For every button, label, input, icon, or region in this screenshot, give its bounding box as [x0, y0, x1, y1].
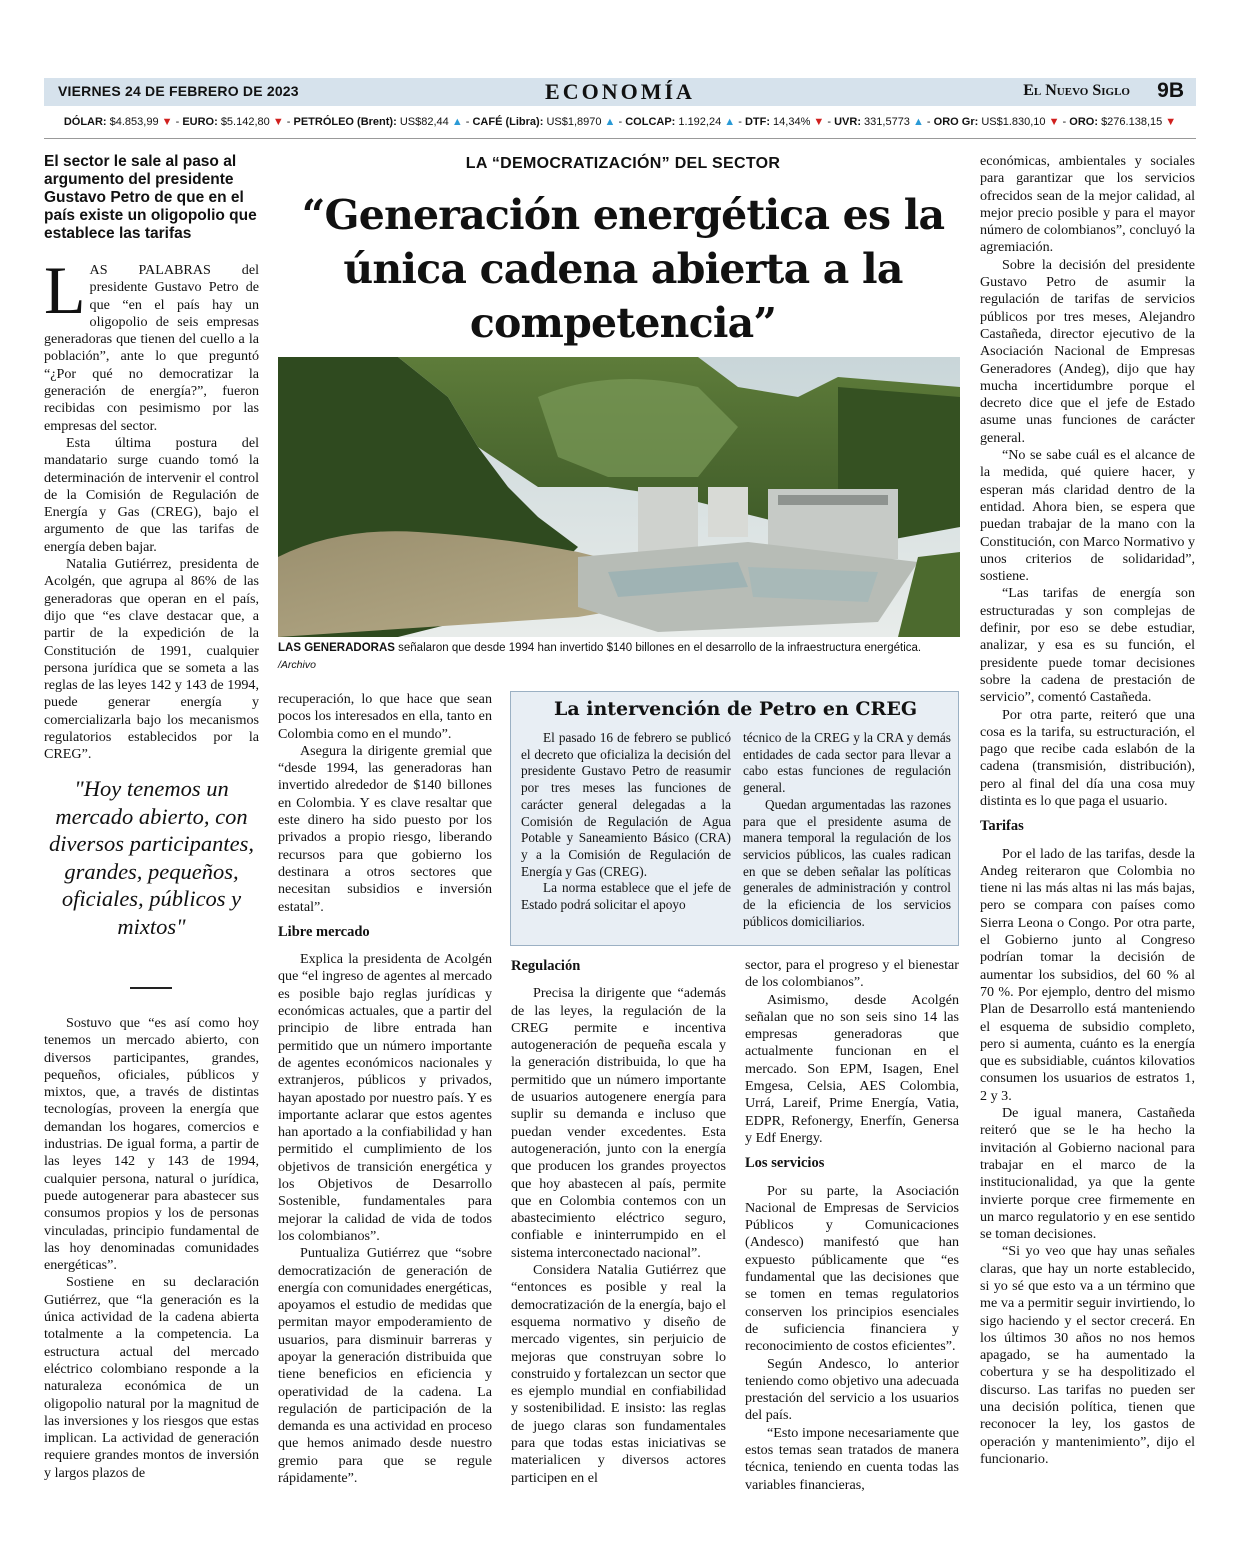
column-1-bottom	[44, 1015, 259, 1482]
paragraph: Quedan argumentadas las razones para que el presidente asuma de manera temporal la regulación de los servicios públicos, las cuales radican en que se deben señalar las políticas generales de administración y control de la eficiencia de los servicios públicos domiciliarios.	[743, 796, 951, 929]
paragraph: Explica la presidenta de Acolgén que “el ingreso de agentes al mercado es posible bajo reglas jurídicas y económicas actuales, que a partir del principio de libre entrada han permitido que un número importante de agentes económicos nacionales y extranjeros, públicos y privados, hayan apostado por nuestro país. Y es importante aclarar que estos agentes han aportado a la confiabilidad y han permitido el cumplimiento de los objetivos de transición energética y los Objetivos de Desarrollo Sostenible, fundamentales para mejorar la calidad de vida de todos los colombianos”.	[278, 951, 492, 1244]
ticker-separator: -	[923, 116, 934, 128]
ticker-item	[1069, 116, 1176, 128]
column-5	[980, 153, 1195, 1468]
paragraph: “Las tarifas de energía son estructuradas y son complejas de definir, por eso se debe estudiar, analizar, y esa es su función, el presidente puede tomar decisiones sobre la cadena de prestación de servicio”, comentó Castañeda.	[980, 585, 1195, 706]
ticker-separator: -	[172, 116, 183, 128]
subhead-regulacion: Regulación	[511, 958, 581, 974]
down-arrow-icon: ▼	[813, 116, 825, 128]
issue-date: VIERNES 24 DE FEBRERO DE 2023	[58, 83, 299, 99]
header-divider	[44, 138, 1196, 139]
down-arrow-icon: ▼	[1048, 116, 1060, 128]
article-headline: “Generación energética es la única cadena abierta a la competencia”	[301, 191, 945, 347]
ticker-label: ORO Gr:	[933, 116, 982, 128]
paragraph: recuperación, lo que hace que sean pocos los interesados en ella, tanto en Colombia como en el mundo”.	[278, 691, 492, 742]
ticker-item	[293, 116, 472, 128]
page-number: 9B	[1157, 79, 1184, 102]
subhead-los-servicios: Los servicios	[745, 1155, 825, 1172]
ticker-label: CAFÉ (Libra):	[472, 116, 547, 128]
paragraph: El pasado 16 de febrero se publicó el decreto que oficializa la decisión del presidente Gustavo Petro de reasumir por tres meses las funciones de carácter general delegadas a la Comisión de Regulación de Agua Potable y Saneamiento Básico (CRA) y a la Comisión de Regulación de Energía y Gas (CREG).	[521, 730, 731, 879]
paragraph: Asimismo, desde Acolgén señalan que no son seis sino 14 las empresas generadoras que actualmente funcionan en el mercado. Son EPM, Isagen, Enel Emgesa, Celsia, AES Colombia, Urrá, Lareif, Prime Energía, Vatia, EDPR, Refonergy, Enerfín, Genersa y Edf Energy.	[745, 991, 959, 1146]
paragraph: económicas, ambientales y sociales para garantizar que los servicios ofrecidos sean de la mejor calidad, al mejor precio posible y para el mayor número de colombianos”, concluyó la agremiación.	[980, 153, 1195, 256]
up-arrow-icon: ▲	[724, 116, 736, 128]
paragraph: Puntualiza Gutiérrez que “sobre democratización de generación de energía con comunidades energéticas, apoyamos el estudio de medidas que permitan mayor empoderamiento de usuarios, para disminuir barreras y apoyar la generación distribuida que tiene beneficios en eficiencia y operatividad de la cadena. La regulación de participación de la demanda es una actividad en proceso que hemos animado desde nuestro gremio para que se regule rápidamente”.	[278, 1245, 492, 1487]
column-4	[745, 957, 959, 1494]
paragraph: Asegura la dirigente gremial que “desde 1994, las generadoras han invertido alrededor de $140 billones en Colombia. Y es clave resaltar que este dinero ha sido puesto por los privados a propio riesgo, liberando recursos para que gobierno los destinara a otros sectores que necesitan subsidios e inversión estatal”.	[278, 742, 492, 915]
ticker-separator: -	[735, 116, 745, 128]
paragraph: Precisa la dirigente que “además de las leyes, la regulación de la CREG permite e incentiva autogeneración de pequeña escala y la generación distribuida, lo que ha permitido que un número importante de usuarios autogenere energía para suplir su demanda e incluso que puedan vender excedentes. Esta autogeneración, junto con la energía que producen los grandes proyectos que hoy abastecen al país, permite que en Colombia contemos con un abastecimiento eléctrico seguro, confiable e ininterrumpido en el sistema interconectado nacional”.	[511, 985, 726, 1261]
paragraph: “Si yo veo que hay unas señales claras, que hay un norte establecido, si yo sé que esto va a un término que me va a permitir seguir invirtiendo, lo sigo haciendo y el sector crecerá. En los últimos 30 años no nos hemos apagado, se ha aumentado la cobertura y se ha despolitizado el discurso. Las tarifas no pueden ser una decisión política, tienen que reconocer la ley, los gastos de operación y mantenimiento”, dijo el funcionario.	[980, 1243, 1195, 1467]
sidebar-column-1	[521, 730, 731, 914]
ticker-value: US$1.830,10	[981, 116, 1049, 128]
ticker-separator: -	[824, 116, 835, 128]
ticker-value: 14,34%	[773, 116, 814, 128]
ticker-separator: -	[462, 116, 473, 128]
sidebar-column-2	[743, 730, 951, 930]
ticker-item	[745, 116, 834, 128]
ticker-label: DTF:	[744, 116, 774, 128]
article-deck: El sector le sale al paso al argumento del presidente Gustavo Petro de que en el país existe un oligopolio que establece las tarifas	[44, 153, 257, 242]
paragraph: La norma establece que el jefe de Estado podrá solicitar el apoyo	[521, 880, 731, 913]
ticker-value: $4.853,99	[109, 116, 162, 128]
paragraph: “Esto impone necesariamente que estos temas sean tratados de manera técnica, teniendo en cuenta todas las variables financieras,	[745, 1424, 959, 1493]
paragraph: Sostuvo que “es así como hoy tenemos un mercado abierto, con diversos participantes, grandes, pequeños, oficiales, públicos y mixtos, que, a través de distintas tecnologías, proveen la energía que demandan los hogares, comercios e industrias. De igual forma, a partir de las leyes 142 y 143 de 1994, cualquier persona, natural o jurídica, puede autogenerar para abastecer sus consumos propios y los de personas vinculadas, principio fundamental de las hoy denominadas comunidades energéticas”.	[44, 1015, 259, 1274]
up-arrow-icon: ▲	[451, 116, 463, 128]
paragraph: Por su parte, la Asociación Nacional de Empresas de Servicios Públicos y Comunicaciones (Andesco) manifestó que han expuesto públicamente que “es fundamental que las decisiones que se tomen en temas regulatorios conserven los principios esenciales de suficiencia financiera y reconocimiento de costos eficientes”.	[745, 1182, 959, 1355]
ticker-separator: -	[1059, 116, 1070, 128]
down-arrow-icon: ▼	[1165, 116, 1177, 128]
paragraph: Según Andesco, lo anterior teniendo como objetivo una adecuada prestación del servicio a los usuarios del país.	[745, 1355, 959, 1424]
caption-text: señalaron que desde 1994 han invertido $140 billones en el desarrollo de la infraestructura energética.	[394, 642, 922, 654]
photo-caption	[278, 640, 960, 674]
column-3	[511, 950, 726, 1487]
subhead-libre-mercado: Libre mercado	[278, 923, 370, 940]
ticker-value: 1.192,24	[678, 116, 725, 128]
ticker-label: COLCAP:	[625, 116, 679, 128]
newspaper-name: El Nuevo Siglo	[1023, 82, 1130, 99]
ticker-item	[934, 116, 1070, 128]
ticker-value: 331,5773	[864, 116, 913, 128]
sidebar-title: La intervención de Petro en CREG	[553, 698, 918, 720]
pull-quote: "Hoy tenemos un mercado abierto, con diversos participantes, grandes, pequeños, oficiales, públicos y mixtos"	[49, 776, 254, 939]
down-arrow-icon: ▼	[161, 116, 173, 128]
paragraph: técnico de la CREG y la CRA y demás entidades de cada sector para llevar a cabo estas funciones de regulación general.	[743, 730, 951, 796]
ticker-value: US$82,44	[399, 116, 452, 128]
paragraph: De igual manera, Castañeda reiteró que se le ha hecho la invitación al Gobierno nacional para trabajar en el marco de la institucionalidad, ya que la gente invierte porque cree firmemente en un marco regulatorio y en ese sentido se toman decisiones.	[980, 1105, 1195, 1243]
paragraph: sector, para el progreso y el bienestar de los colombianos”.	[745, 957, 959, 991]
paragraph: Natalia Gutiérrez, presidenta de Acolgén, que agrupa al 86% de las generadoras que operan en el país, dijo que “es clave destacar que, a partir de la expedición de la Constitución de 1991, cualquier persona jurídica que se someta a las reglas de las leyes 142 y 143 de 1994, puede generar energía y comercializarla bajo los mecanismos regulatorios establecidos por la CREG”.	[44, 556, 259, 763]
paragraph: “No se sabe cuál es el alcance de la medida, qué quiere hacer, y esperan más claridad dentro de la entidad. Ahora bien, se espera que puedan trabajar de la mano con la Constitución, con Marco Normativo y unos criterios de solidaridad”, sostiene.	[980, 447, 1195, 585]
sidebar-box	[510, 691, 959, 946]
paragraph: Por el lado de las tarifas, desde la Andeg reiteraron que Colombia no tiene ni las más altas ni las más bajas, pero se compara con países como Sierra Leona o Congo. Por otra parte, el Gobierno junto al Congreso podrían tomar la decisión de aumentar los subsidios, del 60 % al 70 %. Por ejemplo, dentro del mismo Plan de Desarrollo está manteniendo el esquema de subsidio completo, pero si aumenta, cuánto es la energía que es subsidiable, cuántos kilovatios consumen los usuarios de estratos 1, 2 y 3.	[980, 845, 1195, 1104]
ticker-value: US$1,8970	[546, 116, 605, 128]
caption-credit: /Archivo	[278, 659, 316, 671]
paragraph: Por otra parte, reiteró que una cosa es la tarifa, su estructuración, el pago que recibe cada eslabón de la cadena (transmisión, distribución), pero al final del día una cosa muy distinta es lo que paga el usuario.	[980, 706, 1195, 809]
paragraph: Sobre la decisión del presidente Gustavo Petro de asumir la regulación de tarifas de servicios públicos por tres meses, Alejandro Castañeda, director ejecutivo de la Asociación Nacional de Empresas Generadores (Andeg), dijo que hay mucha incertidumbre porque el decreto dice que el jefe de Estado asume unas funciones de carácter general.	[980, 256, 1195, 446]
ticker-label: EURO:	[182, 116, 221, 128]
caption-lead: LAS GENERADORAS	[278, 642, 395, 654]
paragraph: Esta última postura del mandatario surge cuando tomó la determinación de intervenir el control de la Comisión de Regulación de Energía y Gas (CREG), bajo el argumento de que las tarifas de energía deben bajar.	[44, 434, 259, 555]
ticker-separator: -	[615, 116, 626, 128]
ticker-item	[64, 116, 183, 128]
ticker-label: ORO:	[1069, 116, 1102, 128]
paragraph: Sostiene en su declaración Gutiérrez, que “la generación es la única actividad de la cadena abierta totalmente a la competencia. La estructura actual del mercado eléctrico colombiano responde a la naturaleza económica de un oligopolio natural por la magnitud de las inversiones y los riesgos que estas implican. La actividad de generación requiere grandes montos de inversión y largos plazos de	[44, 1274, 259, 1481]
down-arrow-icon: ▼	[272, 116, 284, 128]
column-1-top	[44, 252, 259, 764]
ticker-item	[472, 116, 625, 128]
section-name: ECONOMÍA	[545, 79, 695, 104]
ticker-item	[834, 116, 934, 128]
drop-cap: L	[44, 252, 86, 328]
ticker-label: UVR:	[834, 116, 865, 128]
market-ticker	[44, 116, 1196, 128]
paragraph: Considera Natalia Gutiérrez que “entonces es posible y real la democratización de la energía, bajo el esquema normativo y diseño de mercado vigentes, sin perjuicio de mejoras que construyan sobre lo construido y fortalezcan un sector que es ejemplo mundial en confiabilidad y sostenibilidad. E insisto: las reglas de juego claras son fundamentales para que todas estas iniciativas se materialicen y diversos actores participen en el	[511, 1262, 726, 1486]
column-2	[278, 691, 492, 1487]
first-paragraph: LAS PALABRAS del presidente Gustavo Petro de que “en el país hay un oligopolio de seis empresas generadoras que tienen del cuello a la población”, ante lo que preguntó “¿Por qué no democratizar la generación de energía?”, fueron recibidas con pesimismo por las empresas del sector.	[44, 252, 259, 434]
ticker-value: $5.142,80	[220, 116, 273, 128]
section-header-bar	[44, 78, 1196, 106]
pull-quote-rule	[130, 987, 172, 989]
dam-photo	[278, 357, 960, 637]
ticker-label: DÓLAR:	[63, 116, 110, 128]
subhead-tarifas: Tarifas	[980, 818, 1024, 835]
ticker-label: PETRÓLEO (Brent):	[293, 116, 400, 128]
ticker-value: $276.138,15	[1101, 116, 1166, 128]
ticker-separator: -	[283, 116, 294, 128]
ticker-item	[625, 116, 745, 128]
ticker-item	[182, 116, 293, 128]
article-kicker: LA “DEMOCRATIZACIÓN” DEL SECTOR	[465, 155, 781, 172]
up-arrow-icon: ▲	[604, 116, 616, 128]
up-arrow-icon: ▲	[912, 116, 924, 128]
